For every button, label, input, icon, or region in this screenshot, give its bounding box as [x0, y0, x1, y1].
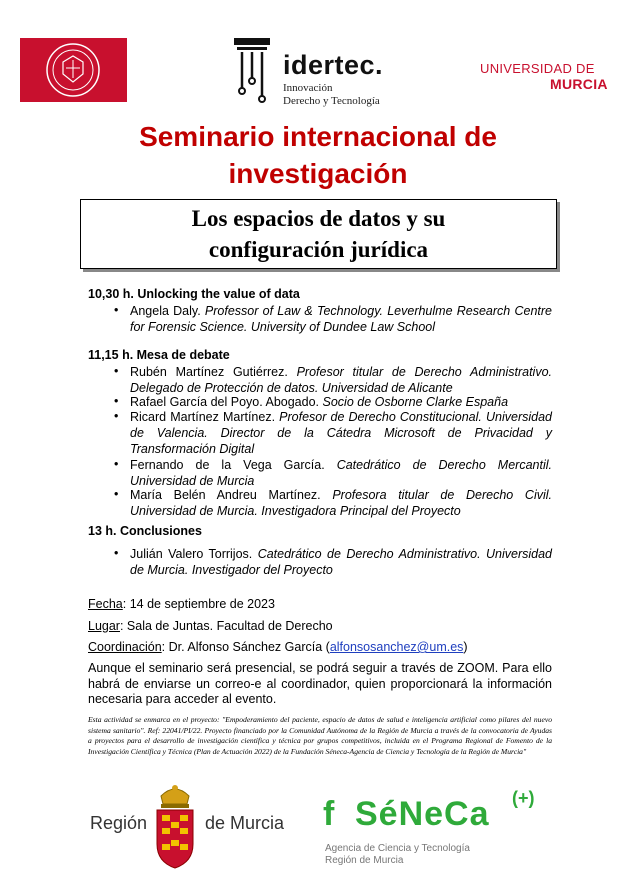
bullet-icon: •	[114, 546, 119, 560]
coordination-label: Coordinación	[88, 640, 162, 654]
bullet-icon: •	[114, 394, 119, 408]
bullet-icon: •	[114, 303, 119, 317]
idertec-subtitle-line1: Innovación	[283, 82, 333, 94]
topic-title	[80, 203, 557, 265]
bullet-icon: •	[114, 487, 119, 501]
title-line1: Seminario internacional de	[139, 121, 497, 152]
seneca-logo-f: f	[323, 795, 335, 833]
session-heading: 11,15 h. Mesa de debate	[88, 348, 230, 362]
topic-line2: configuración jurídica	[208, 237, 429, 262]
list-item	[130, 546, 552, 578]
topic-line1: Los espacios de datos y su	[191, 206, 446, 231]
speaker-role: Socio de Osborne Clarke España	[322, 395, 509, 409]
coordination-line	[88, 640, 468, 654]
project-footnote: Esta actividad se enmarca en el proyecto: "Empoderamiento del paciente, espacio de datos de salud e inteligencia artificial como pilares del nuevo sistema sanitario". Ref: 22041/PI/22. Proyecto financiado por la Comunidad Autónoma de la Región de Murcia a través de la convocatoria de Ayudas a proyectos para el desarrollo de investigación científica y técnica por grupos competitivos, incluida en el Programa Regional de Fomento de la Investigación Científica y Técnica (Plan de Actuación 2022) de la Fundación Séneca-Agencia de Ciencia y Tecnología de la Región de Murcia"	[88, 715, 552, 756]
coordination-close: )	[463, 640, 468, 654]
coordination-value: : Dr. Alfonso Sánchez García (	[161, 640, 330, 654]
speaker-role: Profesora titular de Derecho Civil. Universidad de Murcia. Investigadora Principal del Proyecto	[130, 488, 552, 518]
seneca-subtitle-line1: Agencia de Ciencia y Tecnología	[325, 843, 470, 854]
speaker-role: Profesor titular de Derecho Administrativo. Delegado de Protección de datos. Universidad de Alicante	[130, 365, 552, 395]
speaker-name: Rafael García del Poyo. Abogado.	[130, 395, 320, 409]
idertec-column-icon	[232, 38, 272, 104]
region-murcia-crest-icon	[151, 782, 199, 870]
speaker-role: Catedrático de Derecho Administrativo. Universidad de Murcia. Investigador del Proyecto	[130, 547, 552, 577]
idertec-logo-text: idertec.	[283, 50, 384, 80]
list-item	[130, 487, 552, 519]
speaker-name: Angela Daly.	[130, 304, 201, 318]
session-heading: 10,30 h. Unlocking the value of data	[88, 287, 300, 301]
universidad-murcia-seal-logo	[20, 38, 127, 102]
zoom-notice: Aunque el seminario será presencial, se podrá seguir a través de ZOOM. Para ello habrá de enviarse un correo-e al coordinador, quien proporcionará la información necesaria para acceder al evento.	[88, 661, 552, 706]
speaker-role: Professor of Law & Technology. Leverhulme Research Centre for Forensic Science. University of Dundee Law School	[130, 304, 552, 334]
seal-icon	[20, 38, 127, 102]
date-label: Fecha	[88, 597, 123, 611]
speaker-name: Fernando de la Vega García.	[130, 458, 325, 472]
date-line	[88, 597, 275, 611]
title-line2: investigación	[228, 158, 408, 189]
bullet-icon: •	[114, 457, 119, 471]
bullet-icon: •	[114, 364, 119, 378]
idertec-subtitle-line2: Derecho y Tecnología	[283, 95, 380, 107]
place-label: Lugar	[88, 619, 120, 633]
speaker-role: Profesor de Derecho Constitucional. Universidad de Valencia. Director de la Cátedra Microsoft de Privacidad y Transformación Digital	[130, 410, 552, 456]
seneca-subtitle-line2: Región de Murcia	[325, 855, 404, 866]
region-murcia-logo-text-right: de Murcia	[205, 813, 285, 833]
coordinator-email-link[interactable]: alfonsosanchez@um.es	[329, 640, 464, 654]
university-logo-line1: UNIVERSIDAD DE	[480, 61, 595, 76]
university-logo-line2: MURCIA	[550, 76, 608, 92]
region-murcia-logo-text-left: Región	[90, 813, 148, 833]
place-line	[88, 619, 333, 633]
list-item	[130, 364, 552, 396]
list-item	[130, 409, 552, 457]
session-heading: 13 h. Conclusiones	[88, 524, 202, 538]
list-item	[130, 457, 552, 489]
speaker-name: Rubén Martínez Gutiérrez.	[130, 365, 288, 379]
list-item	[130, 394, 552, 410]
seneca-logo-plus: (+)	[512, 788, 535, 808]
list-item	[130, 303, 552, 335]
seneca-logo-name: SéNeCa	[355, 795, 490, 833]
speaker-name: Ricard Martínez Martínez.	[130, 410, 276, 424]
place-value: : Sala de Juntas. Facultad de Derecho	[119, 619, 333, 633]
speaker-name: Julián Valero Torrijos.	[130, 547, 253, 561]
speaker-role: Catedrático de Derecho Mercantil. Universidad de Murcia	[130, 458, 552, 488]
page-title	[40, 118, 596, 192]
date-value: : 14 de septiembre de 2023	[122, 597, 275, 611]
speaker-name: María Belén Andreu Martínez.	[130, 488, 321, 502]
bullet-icon: •	[114, 409, 119, 423]
